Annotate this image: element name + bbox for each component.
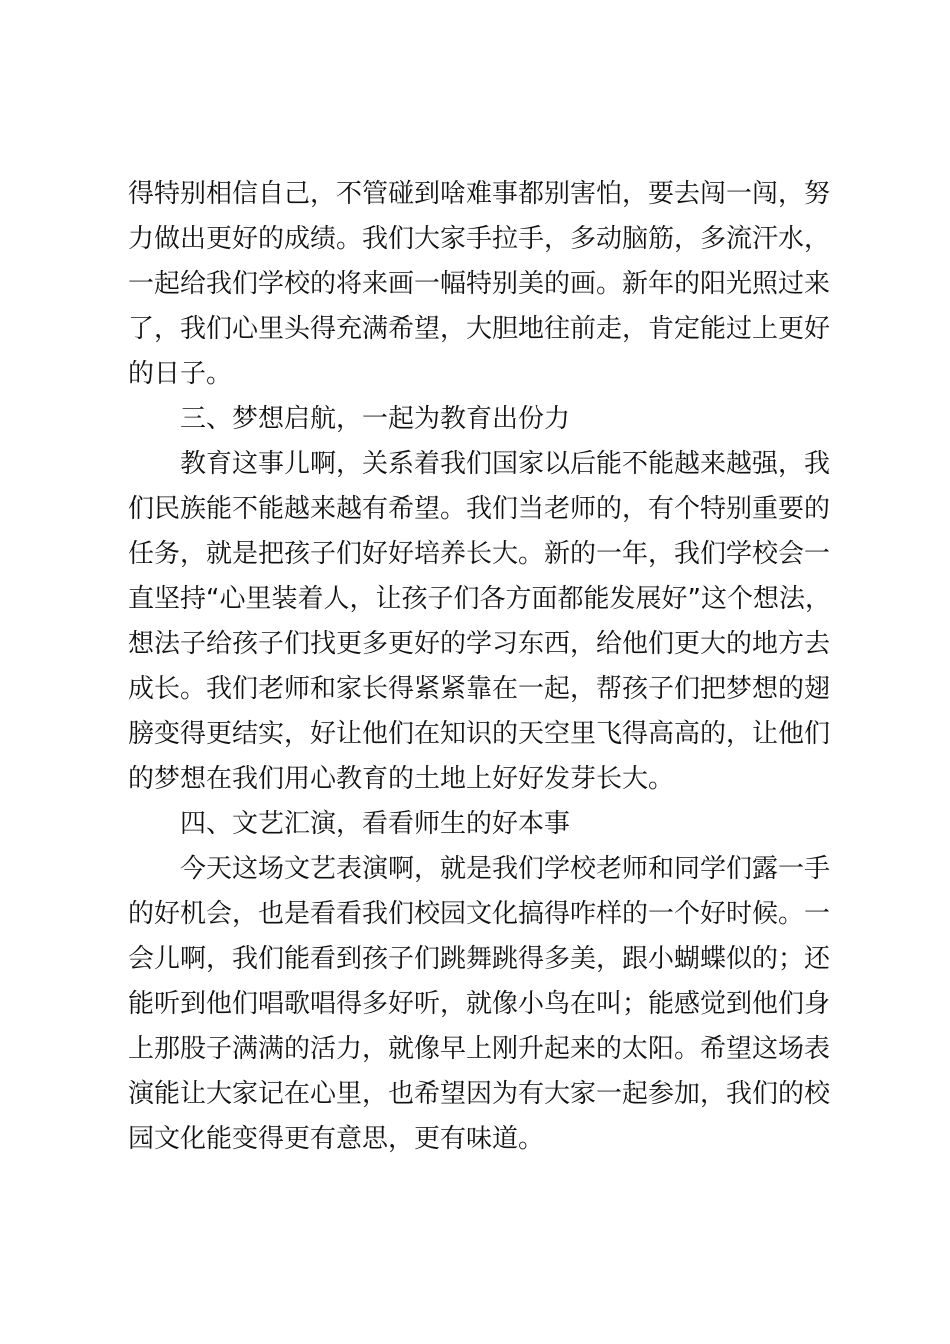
text-line: 演能让大家记在心里，也希望因为有大家一起参加，我们的校 [128, 1079, 831, 1109]
section-heading: 四、文艺汇演，看看师生的好本事 [180, 809, 571, 839]
text-line: 上那股子满满的活力，就像早上刚升起来的太阳。希望这场表 [128, 1034, 831, 1064]
text-line: 园文化能变得更有意思，更有味道。 [128, 1124, 545, 1154]
text-line: 直坚持“心里装着人，让孩子们各方面都能发展好”这个想法， [128, 584, 831, 614]
text-line: 得特别相信自己，不管碰到啥难事都别害怕，要去闯一闯，努 [128, 179, 831, 209]
text-line: 的好机会，也是看看我们校园文化搞得咋样的一个好时候。一 [128, 899, 831, 929]
text-line: 了，我们心里头得充满希望，大胆地往前走，肯定能过上更好 [128, 314, 831, 344]
text-line: 的日子。 [128, 359, 233, 389]
text-line: 成长。我们老师和家长得紧紧靠在一起，帮孩子们把梦想的翅 [128, 674, 831, 704]
paragraph-first-line: 今天这场文艺表演啊，就是我们学校老师和同学们露一手 [180, 854, 831, 884]
paragraph-first-line: 教育这事儿啊，关系着我们国家以后能不能越来越强，我 [180, 449, 831, 479]
text-line: 会儿啊，我们能看到孩子们跳舞跳得多美，跟小蝴蝶似的；还 [128, 944, 831, 974]
text-line: 们民族能不能越来越有希望。我们当老师的，有个特别重要的 [128, 494, 831, 524]
text-line: 一起给我们学校的将来画一幅特别美的画。新年的阳光照过来 [128, 269, 831, 299]
text-line: 力做出更好的成绩。我们大家手拉手，多动脑筋，多流汗水， [128, 224, 831, 254]
text-line: 能听到他们唱歌唱得多好听，就像小鸟在叫；能感觉到他们身 [128, 989, 831, 1019]
text-line: 的梦想在我们用心教育的土地上好好发芽长大。 [128, 764, 675, 794]
section-heading: 三、梦想启航，一起为教育出份力 [180, 404, 571, 434]
text-line: 想法子给孩子们找更多更好的学习东西，给他们更大的地方去 [128, 629, 831, 659]
text-line: 任务，就是把孩子们好好培养长大。新的一年，我们学校会一 [128, 539, 831, 569]
text-line: 膀变得更结实，好让他们在知识的天空里飞得高高的，让他们 [128, 719, 831, 749]
document-body [128, 172, 858, 1162]
